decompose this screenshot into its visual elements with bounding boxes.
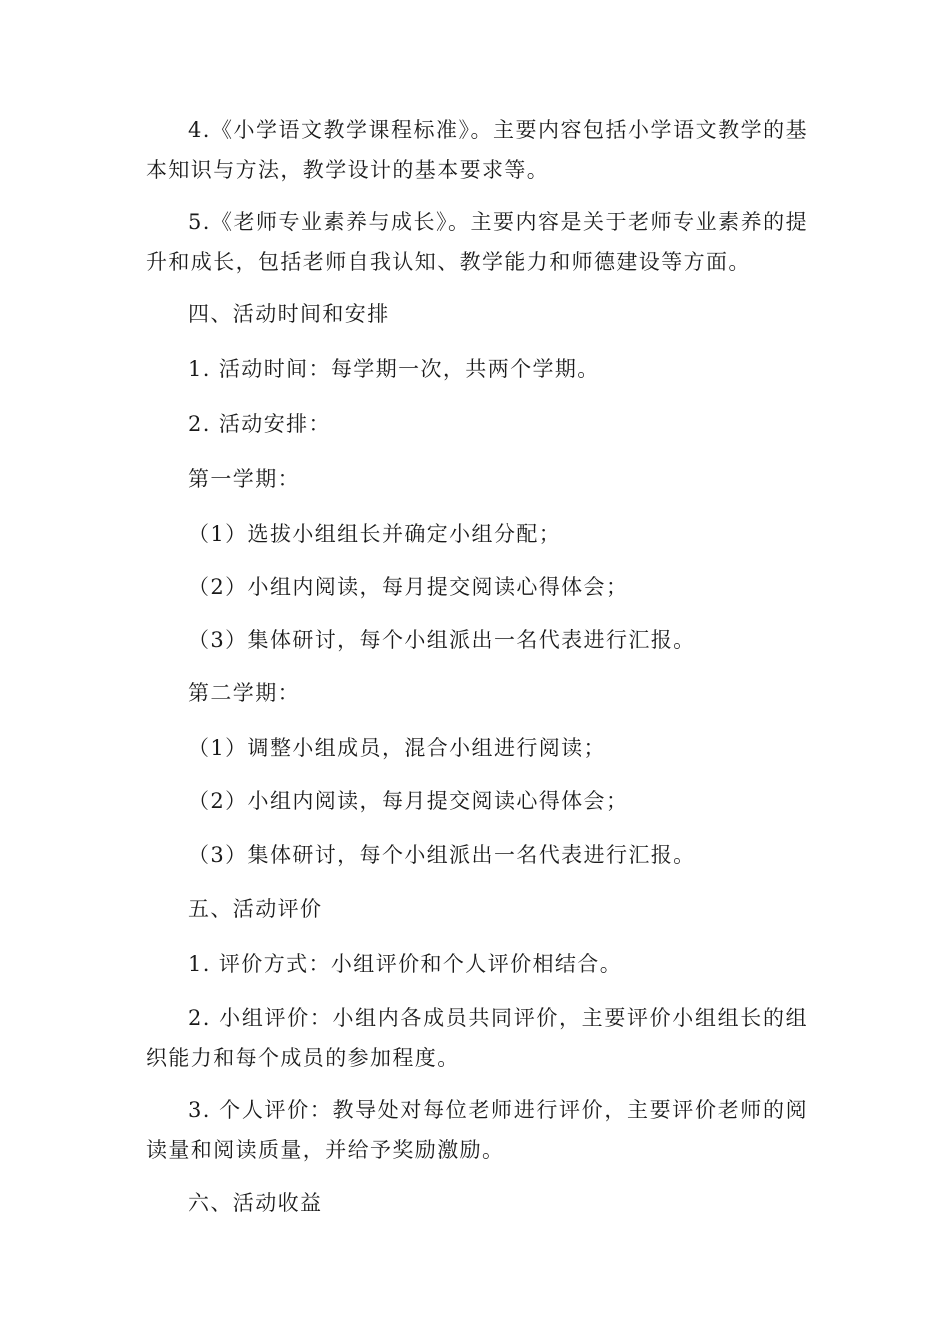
paragraph-evaluation-method: 1. 评价方式：小组评价和个人评价相结合。	[188, 952, 623, 976]
paragraph-group-evaluation: 2. 小组评价：小组内各成员共同评价，主要评价小组组长的组织能力和每个成员的参加程度。	[146, 1006, 808, 1070]
section-heading-5: 五、活动评价	[188, 897, 323, 921]
paragraph-personal-evaluation: 3. 个人评价：教导处对每位老师进行评价，主要评价老师的阅读量和阅读质量，并给予奖励激励。	[146, 1098, 808, 1162]
subheading-second-semester: 第二学期：	[188, 681, 300, 705]
section-heading-4: 四、活动时间和安排	[188, 302, 390, 326]
list-item-first-3: （3）集体研讨，每个小组派出一名代表进行汇报。	[188, 628, 696, 652]
section-heading-6: 六、活动收益	[188, 1191, 323, 1215]
paragraph-book-5: 5.《老师专业素养与成长》。主要内容是关于老师专业素养的提升和成长，包括老师自我认知、教学能力和师德建设等方面。	[146, 210, 808, 274]
list-item-second-2: （2）小组内阅读，每月提交阅读心得体会；	[188, 789, 629, 813]
list-item-first-1: （1）选拔小组组长并确定小组分配；	[188, 522, 562, 546]
list-item-second-1: （1）调整小组成员，混合小组进行阅读；	[188, 736, 606, 760]
list-item-second-3: （3）集体研讨，每个小组派出一名代表进行汇报。	[188, 843, 696, 867]
list-item-first-2: （2）小组内阅读，每月提交阅读心得体会；	[188, 575, 629, 599]
paragraph-activity-time: 1. 活动时间：每学期一次，共两个学期。	[188, 357, 600, 381]
subheading-first-semester: 第一学期：	[188, 467, 300, 491]
paragraph-activity-arrangement: 2. 活动安排：	[188, 412, 331, 436]
paragraph-book-4: 4.《小学语文教学课程标准》。主要内容包括小学语文教学的基本知识与方法，教学设计的基本要求等。	[146, 118, 808, 182]
